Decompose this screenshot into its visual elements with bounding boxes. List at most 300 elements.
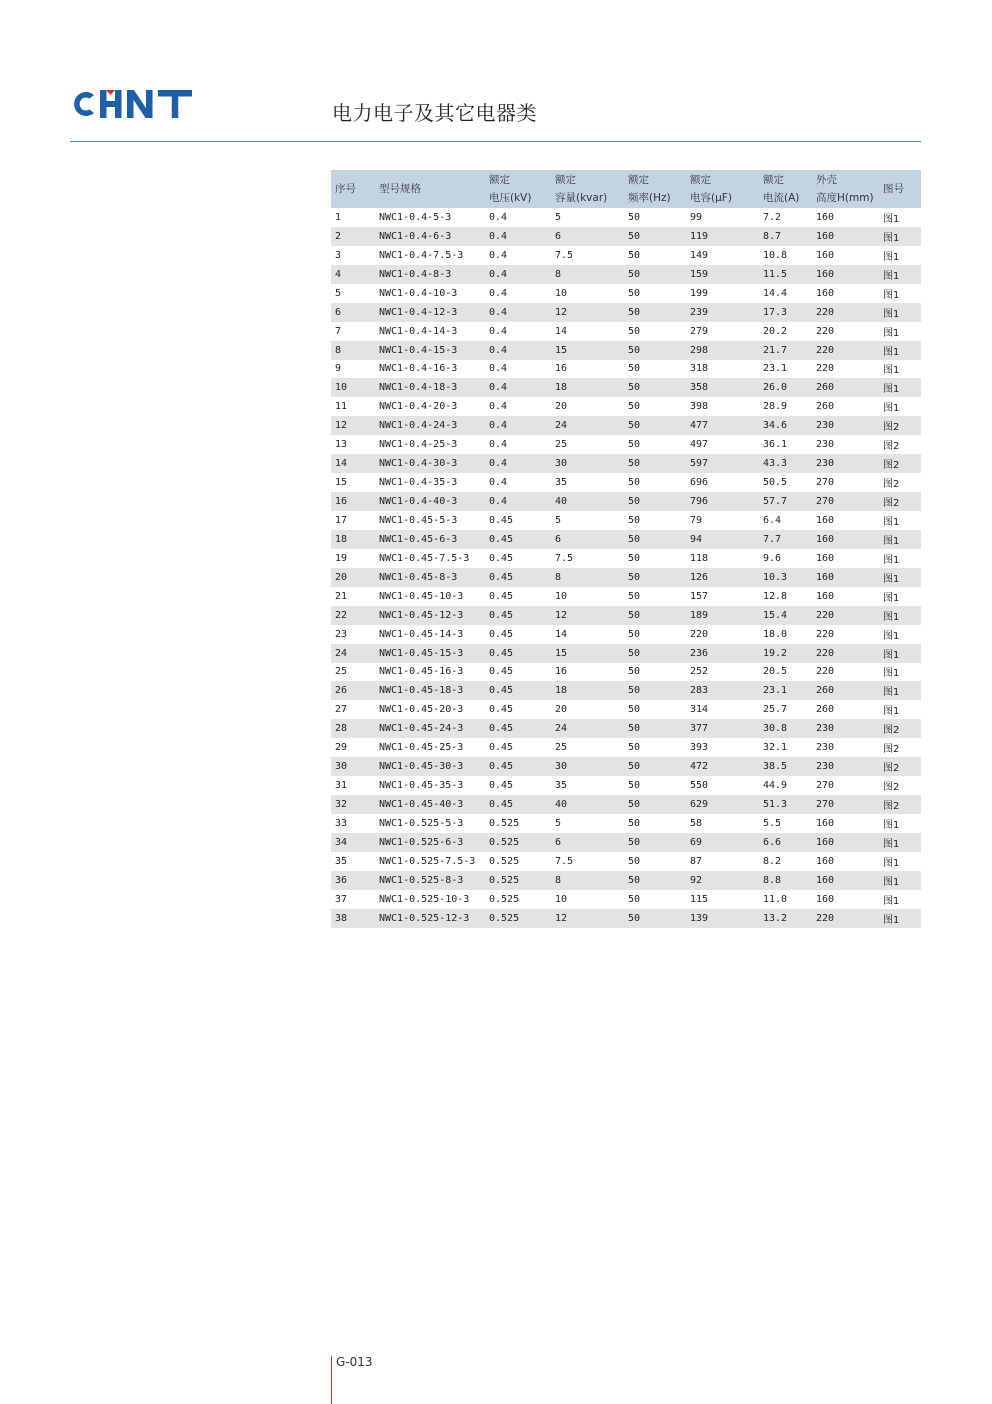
cell-height: 220	[816, 306, 835, 318]
table-row	[331, 795, 921, 814]
cell-capacitance: 796	[690, 496, 709, 508]
cell-figure: 图1	[883, 895, 900, 907]
cell-current: 23.1	[763, 363, 788, 375]
cell-frequency: 50	[628, 685, 641, 697]
table-row	[331, 360, 921, 379]
cell-current: 18.0	[763, 628, 788, 640]
cell-current: 10.3	[763, 571, 788, 583]
cell-capacitance: 69	[690, 836, 703, 848]
cell-capacitance: 79	[690, 514, 703, 526]
cell-voltage: 0.45	[489, 704, 514, 716]
cell-capacitance: 115	[690, 893, 709, 905]
cell-index: 7	[335, 325, 342, 337]
cell-index: 3	[335, 249, 342, 261]
cell-current: 6.6	[763, 836, 782, 848]
cell-current: 8.8	[763, 874, 782, 886]
cell-current: 14.4	[763, 287, 788, 299]
cell-frequency: 50	[628, 628, 641, 640]
cell-height: 160	[816, 817, 835, 829]
cell-figure: 图1	[883, 914, 900, 926]
cell-capacitance: 92	[690, 874, 703, 886]
cell-model: NWC1-0.4-8-3	[379, 268, 452, 280]
footer-divider	[331, 1356, 332, 1404]
cell-height: 260	[816, 401, 835, 413]
cell-figure: 图1	[883, 403, 900, 415]
header-capacitance	[686, 170, 759, 208]
cell-frequency: 50	[628, 363, 641, 375]
cell-frequency: 50	[628, 230, 641, 242]
cell-capacitance: 629	[690, 799, 709, 811]
table-row	[331, 719, 921, 738]
cell-model: NWC1-0.45-40-3	[379, 799, 464, 811]
cell-model: NWC1-0.525-10-3	[379, 893, 470, 905]
cell-figure: 图1	[883, 270, 900, 282]
header-current-line2: 电流(A)	[763, 192, 800, 204]
cell-frequency: 50	[628, 382, 641, 394]
table-row	[331, 700, 921, 719]
cell-height: 230	[816, 761, 835, 773]
table-row	[331, 814, 921, 833]
cell-current: 6.4	[763, 514, 782, 526]
cell-frequency: 50	[628, 704, 641, 716]
cell-index: 15	[335, 477, 348, 489]
cell-capacity: 12	[555, 912, 568, 924]
cell-model: NWC1-0.4-35-3	[379, 477, 458, 489]
cell-height: 160	[816, 249, 835, 261]
cell-index: 36	[335, 874, 348, 886]
cell-capacity: 6	[555, 836, 562, 848]
table-row	[331, 341, 921, 360]
cell-index: 19	[335, 552, 348, 564]
cell-capacity: 12	[555, 306, 568, 318]
cell-figure: 图1	[883, 251, 900, 263]
cell-voltage: 0.45	[489, 723, 514, 735]
cell-frequency: 50	[628, 590, 641, 602]
table-row	[331, 909, 921, 928]
cell-capacity: 25	[555, 742, 568, 754]
cell-height: 160	[816, 590, 835, 602]
cell-current: 44.9	[763, 780, 788, 792]
cell-figure: 图1	[883, 554, 900, 566]
cell-model: NWC1-0.4-7.5-3	[379, 249, 464, 261]
cell-capacitance: 189	[690, 609, 709, 621]
cell-capacitance: 393	[690, 742, 709, 754]
cell-capacity: 5	[555, 211, 562, 223]
cell-index: 2	[335, 230, 342, 242]
cell-model: NWC1-0.4-30-3	[379, 458, 458, 470]
cell-capacity: 20	[555, 401, 568, 413]
cell-voltage: 0.45	[489, 742, 514, 754]
cell-model: NWC1-0.525-7.5-3	[379, 855, 476, 867]
cell-capacity: 14	[555, 325, 568, 337]
header-voltage	[485, 170, 551, 208]
cell-frequency: 50	[628, 609, 641, 621]
header-frequency-line1: 额定	[628, 174, 649, 186]
header-model	[375, 170, 485, 208]
cell-model: NWC1-0.45-18-3	[379, 685, 464, 697]
cell-height: 160	[816, 893, 835, 905]
cell-current: 11.5	[763, 268, 788, 280]
cell-height: 260	[816, 382, 835, 394]
cell-frequency: 50	[628, 836, 641, 848]
cell-height: 230	[816, 458, 835, 470]
cell-voltage: 0.45	[489, 514, 514, 526]
cell-voltage: 0.45	[489, 647, 514, 659]
cell-figure: 图1	[883, 649, 900, 661]
cell-capacitance: 398	[690, 401, 709, 413]
cell-height: 270	[816, 799, 835, 811]
cell-index: 10	[335, 382, 348, 394]
cell-index: 35	[335, 855, 348, 867]
cell-index: 33	[335, 817, 348, 829]
cell-height: 160	[816, 268, 835, 280]
cell-voltage: 0.45	[489, 685, 514, 697]
cell-height: 230	[816, 723, 835, 735]
cell-current: 20.5	[763, 666, 788, 678]
cell-frequency: 50	[628, 325, 641, 337]
cell-height: 160	[816, 211, 835, 223]
cell-figure: 图1	[883, 535, 900, 547]
cell-height: 160	[816, 514, 835, 526]
header-height-line2: 高度H(mm)	[816, 192, 874, 204]
cell-index: 8	[335, 344, 342, 356]
cell-capacity: 8	[555, 268, 562, 280]
table-row	[331, 284, 921, 303]
table-row	[331, 757, 921, 776]
cell-model: NWC1-0.4-10-3	[379, 287, 458, 299]
cell-frequency: 50	[628, 306, 641, 318]
cell-capacitance: 252	[690, 666, 709, 678]
cell-model: NWC1-0.45-24-3	[379, 723, 464, 735]
header-capacity	[551, 170, 624, 208]
header-index	[331, 170, 375, 208]
cell-capacitance: 314	[690, 704, 709, 716]
cell-model: NWC1-0.4-25-3	[379, 439, 458, 451]
cell-figure: 图1	[883, 573, 900, 585]
cell-model: NWC1-0.4-16-3	[379, 363, 458, 375]
cell-frequency: 50	[628, 268, 641, 280]
cell-index: 28	[335, 723, 348, 735]
cell-height: 160	[816, 552, 835, 564]
cell-frequency: 50	[628, 552, 641, 564]
header-voltage-line2: 电压(kV)	[489, 192, 532, 204]
cell-figure: 图1	[883, 289, 900, 301]
cell-model: NWC1-0.525-12-3	[379, 912, 470, 924]
cell-height: 270	[816, 477, 835, 489]
header-index-line1: 序号	[335, 183, 356, 195]
table-row	[331, 397, 921, 416]
cell-index: 16	[335, 496, 348, 508]
cell-current: 57.7	[763, 496, 788, 508]
cell-capacity: 7.5	[555, 855, 574, 867]
table-row	[331, 511, 921, 530]
cell-voltage: 0.45	[489, 609, 514, 621]
cell-capacity: 16	[555, 666, 568, 678]
header-height	[812, 170, 879, 208]
table-row	[331, 208, 921, 227]
cell-capacity: 30	[555, 458, 568, 470]
cell-capacity: 16	[555, 363, 568, 375]
cell-current: 13.2	[763, 912, 788, 924]
cell-capacitance: 139	[690, 912, 709, 924]
cell-figure: 图1	[883, 308, 900, 320]
header-frequency	[624, 170, 686, 208]
cell-figure: 图1	[883, 819, 900, 831]
cell-model: NWC1-0.45-5-3	[379, 514, 458, 526]
cell-frequency: 50	[628, 742, 641, 754]
cell-voltage: 0.525	[489, 855, 520, 867]
cell-index: 6	[335, 306, 342, 318]
cell-height: 260	[816, 704, 835, 716]
cell-voltage: 0.4	[489, 363, 508, 375]
cell-capacitance: 94	[690, 533, 703, 545]
cell-height: 220	[816, 325, 835, 337]
cell-voltage: 0.45	[489, 628, 514, 640]
cell-voltage: 0.4	[489, 325, 508, 337]
cell-figure: 图2	[883, 763, 900, 775]
cell-figure: 图1	[883, 706, 900, 718]
cell-frequency: 50	[628, 420, 641, 432]
cell-capacity: 10	[555, 590, 568, 602]
cell-index: 38	[335, 912, 348, 924]
cell-voltage: 0.4	[489, 401, 508, 413]
cell-frequency: 50	[628, 211, 641, 223]
cell-height: 220	[816, 609, 835, 621]
cell-model: NWC1-0.45-16-3	[379, 666, 464, 678]
cell-model: NWC1-0.4-20-3	[379, 401, 458, 413]
cell-capacitance: 318	[690, 363, 709, 375]
table-row	[331, 890, 921, 909]
cell-height: 220	[816, 363, 835, 375]
cell-capacity: 24	[555, 723, 568, 735]
cell-voltage: 0.4	[489, 420, 508, 432]
cell-index: 32	[335, 799, 348, 811]
cell-frequency: 50	[628, 799, 641, 811]
cell-frequency: 50	[628, 723, 641, 735]
cell-capacity: 6	[555, 230, 562, 242]
cell-current: 8.7	[763, 230, 782, 242]
cell-capacitance: 597	[690, 458, 709, 470]
header-frequency-line2: 频率(Hz)	[628, 192, 671, 204]
cell-figure: 图1	[883, 630, 900, 642]
table-row	[331, 227, 921, 246]
cell-height: 270	[816, 780, 835, 792]
page-title: 电力电子及其它电器类	[332, 101, 537, 125]
cell-frequency: 50	[628, 571, 641, 583]
cell-capacity: 15	[555, 344, 568, 356]
table-row	[331, 681, 921, 700]
cell-capacity: 18	[555, 685, 568, 697]
cell-voltage: 0.525	[489, 874, 520, 886]
cell-model: NWC1-0.4-6-3	[379, 230, 452, 242]
cell-current: 28.9	[763, 401, 788, 413]
cell-figure: 图1	[883, 668, 900, 680]
cell-voltage: 0.45	[489, 590, 514, 602]
cell-index: 18	[335, 533, 348, 545]
cell-capacitance: 58	[690, 817, 703, 829]
cell-height: 220	[816, 912, 835, 924]
cell-voltage: 0.45	[489, 666, 514, 678]
cell-capacitance: 550	[690, 780, 709, 792]
cell-capacitance: 87	[690, 855, 703, 867]
cell-capacity: 20	[555, 704, 568, 716]
cell-model: NWC1-0.4-12-3	[379, 306, 458, 318]
cell-height: 220	[816, 647, 835, 659]
cell-voltage: 0.4	[489, 211, 508, 223]
cell-capacity: 7.5	[555, 249, 574, 261]
cell-current: 5.5	[763, 817, 782, 829]
cell-capacity: 40	[555, 799, 568, 811]
cell-current: 7.2	[763, 211, 782, 223]
cell-current: 36.1	[763, 439, 788, 451]
cell-model: NWC1-0.4-24-3	[379, 420, 458, 432]
cell-model: NWC1-0.4-40-3	[379, 496, 458, 508]
cell-voltage: 0.4	[489, 268, 508, 280]
cell-height: 160	[816, 533, 835, 545]
cell-capacitance: 696	[690, 477, 709, 489]
cell-index: 21	[335, 590, 348, 602]
cell-figure: 图1	[883, 611, 900, 623]
cell-capacitance: 126	[690, 571, 709, 583]
cell-height: 160	[816, 874, 835, 886]
cell-capacity: 6	[555, 533, 562, 545]
cell-voltage: 0.45	[489, 533, 514, 545]
cell-frequency: 50	[628, 477, 641, 489]
cell-current: 19.2	[763, 647, 788, 659]
cell-current: 21.7	[763, 344, 788, 356]
cell-capacity: 8	[555, 874, 562, 886]
cell-voltage: 0.4	[489, 344, 508, 356]
cell-figure: 图1	[883, 365, 900, 377]
cell-current: 9.6	[763, 552, 782, 564]
cell-figure: 图2	[883, 801, 900, 813]
cell-capacity: 5	[555, 817, 562, 829]
cell-model: NWC1-0.45-8-3	[379, 571, 458, 583]
table-row	[331, 871, 921, 890]
header-capacity-line2: 容量(kvar)	[555, 192, 608, 204]
cell-model: NWC1-0.525-6-3	[379, 836, 464, 848]
cell-capacity: 24	[555, 420, 568, 432]
cell-frequency: 50	[628, 514, 641, 526]
cell-capacitance: 377	[690, 723, 709, 735]
cell-height: 160	[816, 836, 835, 848]
cell-frequency: 50	[628, 912, 641, 924]
cell-capacitance: 159	[690, 268, 709, 280]
cell-current: 8.2	[763, 855, 782, 867]
cell-figure: 图2	[883, 422, 900, 434]
cell-frequency: 50	[628, 439, 641, 451]
cell-capacity: 10	[555, 287, 568, 299]
cell-voltage: 0.45	[489, 780, 514, 792]
table-row	[331, 530, 921, 549]
header-figure-line1: 图号	[883, 183, 904, 195]
cell-model: NWC1-0.45-10-3	[379, 590, 464, 602]
header-capacitance-line2: 电容(μF)	[690, 192, 732, 204]
cell-capacity: 14	[555, 628, 568, 640]
cell-model: NWC1-0.45-7.5-3	[379, 552, 470, 564]
header-current	[759, 170, 812, 208]
cell-capacity: 5	[555, 514, 562, 526]
header-figure	[879, 170, 921, 208]
cell-model: NWC1-0.45-12-3	[379, 609, 464, 621]
cell-height: 270	[816, 496, 835, 508]
cell-frequency: 50	[628, 401, 641, 413]
cell-figure: 图2	[883, 479, 900, 491]
table-row	[331, 492, 921, 511]
cell-current: 26.0	[763, 382, 788, 394]
cell-capacitance: 199	[690, 287, 709, 299]
table-row	[331, 587, 921, 606]
cell-capacity: 10	[555, 893, 568, 905]
cell-index: 29	[335, 742, 348, 754]
cell-capacitance: 472	[690, 761, 709, 773]
cell-model: NWC1-0.45-6-3	[379, 533, 458, 545]
cell-index: 30	[335, 761, 348, 773]
header-capacitance-line1: 额定	[690, 174, 711, 186]
cell-figure: 图1	[883, 213, 900, 225]
cell-frequency: 50	[628, 647, 641, 659]
header-divider	[70, 141, 921, 142]
header-current-line1: 额定	[763, 174, 784, 186]
cell-figure: 图1	[883, 384, 900, 396]
cell-voltage: 0.525	[489, 912, 520, 924]
cell-voltage: 0.525	[489, 817, 520, 829]
table-row	[331, 322, 921, 341]
cell-voltage: 0.4	[489, 477, 508, 489]
cell-figure: 图2	[883, 782, 900, 794]
cell-current: 17.3	[763, 306, 788, 318]
cell-voltage: 0.4	[489, 382, 508, 394]
table-row	[331, 625, 921, 644]
cell-voltage: 0.525	[489, 836, 520, 848]
cell-current: 12.8	[763, 590, 788, 602]
cell-capacitance: 283	[690, 685, 709, 697]
cell-index: 13	[335, 439, 348, 451]
cell-capacitance: 119	[690, 230, 709, 242]
cell-capacitance: 236	[690, 647, 709, 659]
cell-height: 160	[816, 571, 835, 583]
cell-frequency: 50	[628, 458, 641, 470]
cell-capacitance: 298	[690, 344, 709, 356]
cell-frequency: 50	[628, 874, 641, 886]
cell-current: 34.6	[763, 420, 788, 432]
cell-frequency: 50	[628, 287, 641, 299]
cell-capacitance: 497	[690, 439, 709, 451]
cell-figure: 图1	[883, 232, 900, 244]
table-row	[331, 265, 921, 284]
cell-model: NWC1-0.4-5-3	[379, 211, 452, 223]
cell-figure: 图1	[883, 857, 900, 869]
cell-figure: 图1	[883, 346, 900, 358]
cell-current: 20.2	[763, 325, 788, 337]
cell-frequency: 50	[628, 761, 641, 773]
cell-capacitance: 118	[690, 552, 709, 564]
cell-figure: 图1	[883, 876, 900, 888]
cell-height: 220	[816, 628, 835, 640]
cell-voltage: 0.45	[489, 552, 514, 564]
table-row	[331, 549, 921, 568]
cell-index: 34	[335, 836, 348, 848]
cell-height: 160	[816, 855, 835, 867]
table-row	[331, 833, 921, 852]
cell-voltage: 0.4	[489, 306, 508, 318]
cell-voltage: 0.45	[489, 761, 514, 773]
cell-capacity: 12	[555, 609, 568, 621]
cell-current: 25.7	[763, 704, 788, 716]
cell-capacitance: 477	[690, 420, 709, 432]
cell-figure: 图1	[883, 327, 900, 339]
chint-logo	[70, 86, 194, 122]
